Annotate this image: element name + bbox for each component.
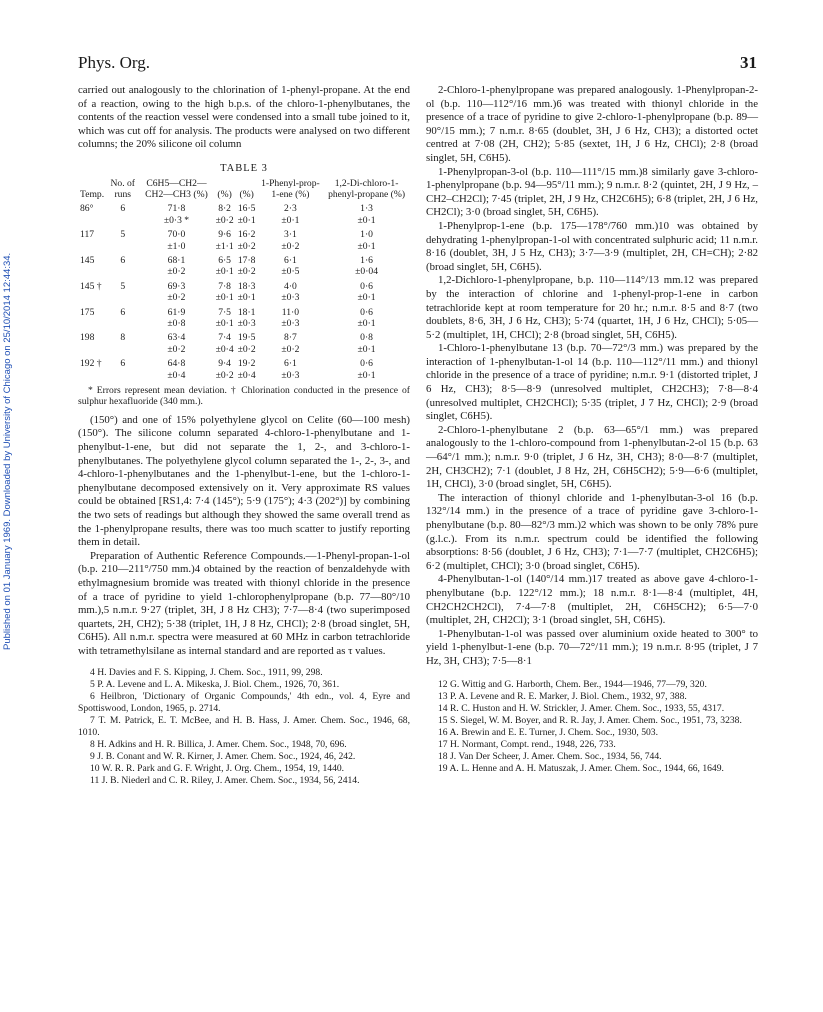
cell-error: ±0·1 bbox=[357, 292, 376, 304]
intro-paragraph: carried out analogously to the chlorination of 1-phenyl-propane. At the end of a reaction, owing to the high b.p.s. of the chloro-1-phenylbutanes, the contents of the reaction vessel were condensed into a small tube joined to it, which was cut off for analysis. The products were analysed on two different columns; the 20% silicone oil column bbox=[78, 84, 410, 151]
reference: 14 R. C. Huston and H. W. Strickler, J. Amer. Chem. Soc., 1933, 55, 4317. bbox=[438, 702, 725, 714]
reference: 7 T. M. Patrick, E. T. McBee, and H. B. Hass, J. Amer. Chem. Soc., 1946, 68, 1010. bbox=[78, 714, 410, 738]
col-header-temp: Temp. bbox=[80, 188, 105, 200]
cell-empty bbox=[106, 292, 139, 303]
cell-value: 9·4 bbox=[218, 358, 231, 370]
reference: 10 W. R. R. Park and G. F. Wright, J. Org. Chem., 1954, 19, 1440. bbox=[90, 762, 345, 774]
table-row-error bbox=[78, 292, 410, 303]
cell-value: 18·1 bbox=[237, 306, 256, 318]
table-header-row bbox=[78, 178, 410, 201]
cell-error: ±0·1 bbox=[215, 318, 234, 330]
cell-error: ±0·2 bbox=[237, 343, 256, 355]
data-table bbox=[78, 178, 410, 382]
cell-error: ±1·1 bbox=[215, 240, 234, 252]
paragraph: 1,2-Dichloro-1-phenylpropane, b.p. 110—114°/13 mm.12 was prepared by the interaction of chlorine and 1-phenyl-prop-1-ene in carbon tetrachloride kept at room temperature for 20 hr.; n.m.r. 8·5 and 8·7 (two doublets, 8·6, 3H, J 6 Hz, CH3); 5·74 (quartet, 1H, J 6 Hz, CHCl); 5·05—5·2 (multiplet, 1H, CHCl); 2·8 (broad singlet, 5H, C6H5). bbox=[426, 274, 758, 341]
cell-value: 7·4 bbox=[218, 332, 231, 344]
cell-value: 64·8 bbox=[167, 358, 186, 370]
cell-empty bbox=[78, 215, 106, 226]
cell-value: 61·9 bbox=[167, 306, 186, 318]
cell-value: 68·1 bbox=[167, 255, 186, 266]
references-left bbox=[78, 667, 410, 787]
cell-error: ±0·1 bbox=[215, 292, 234, 304]
col-header-d: 1-Phenyl-prop-1-ene (%) bbox=[261, 177, 320, 200]
col-header-b: (%) bbox=[217, 188, 232, 200]
table-row bbox=[78, 329, 410, 343]
cell-error: ±0·1 bbox=[357, 318, 376, 330]
right-column bbox=[426, 84, 758, 775]
paragraph: 1-Chloro-1-phenylbutane 13 (b.p. 70—72°/3 mm.) was prepared by the interaction of 1-phenylbutan-1-ol 14 (b.p. 110—112°/11 mm.) and thionyl chloride in the presence of a trace of pyridine; n.m.r. 9·1 (distorted triplet, J 6 Hz, CH3); 8·5—8·9 (unresolved multiplet, CH2CH3); 7·8—8·4 (unresolved multiplet, CH2CHCl); 5·35 (triplet, J 7 Hz, CHCl); 2·9 (broad singlet, C6H5). bbox=[426, 342, 758, 423]
cell-temp: 175 bbox=[80, 306, 95, 318]
reference: 6 Heilbron, 'Dictionary of Organic Compounds,' 4th edn., vol. 4, Eyre and Spottiswood, London, 1965, p. 2714. bbox=[78, 690, 410, 714]
reference: 4 H. Davies and F. S. Kipping, J. Chem. Soc., 1911, 99, 298. bbox=[90, 666, 323, 678]
cell-error: ±0·2 bbox=[167, 343, 186, 355]
cell-temp: 145 bbox=[80, 255, 95, 266]
cell-value: 71·8 bbox=[167, 203, 186, 215]
cell-error: ±0·1 bbox=[357, 369, 376, 381]
paragraph-preparation: Preparation of Authentic Reference Compounds.—1-Phenyl-propan-1-ol (b.p. 210—211°/750 mm.)4 obtained by the reaction of benzaldehyde with ethylmagnesium bromide was treated with thionyl chloride in the presence of a trace of pyridine to yield 1-chlorophenylpropane (b.p. 77—80°/10 mm.),5 n.m.r. 9·27 (triplet, 3H, J 8 Hz CH3); 7·7—8·4 (two superimposed quartets, 2H, CH2); 5·38 (triplet, 1H, J 8 Hz, CHCl); 2·8 (broad singlet, 5H, C6H5). All n.m.r. spectra were measured at 60 MHz in carbon tetrachloride with tetramethylsilane as internal standard and are reported as τ values. bbox=[78, 549, 410, 657]
table-body bbox=[78, 200, 410, 381]
cell-runs: 6 bbox=[120, 306, 126, 318]
col-header-e: 1,2-Di-chloro-1-phenyl-propane (%) bbox=[328, 177, 406, 200]
table-row-error bbox=[78, 215, 410, 226]
reference: 9 J. B. Conant and W. R. Kirner, J. Amer. Chem. Soc., 1924, 46, 242. bbox=[90, 750, 356, 762]
cell-empty bbox=[78, 241, 106, 252]
cell-empty bbox=[78, 266, 106, 277]
cell-value: 0·8 bbox=[360, 332, 373, 344]
cell-error: ±0·3 bbox=[281, 292, 300, 304]
cell-runs: 5 bbox=[120, 280, 126, 292]
reference: 15 S. Siegel, W. M. Boyer, and R. R. Jay, J. Amer. Chem. Soc., 1951, 73, 3238. bbox=[438, 714, 742, 726]
table-row-error bbox=[78, 344, 410, 355]
table-row-error bbox=[78, 370, 410, 381]
cell-value: 17·8 bbox=[237, 255, 256, 266]
col-header-a: C6H5—CH2—CH2—CH3 (%) bbox=[145, 177, 208, 200]
cell-error: ±0·4 bbox=[215, 343, 234, 355]
cell-error: ±0·1 bbox=[237, 292, 256, 304]
paragraph: 1-Phenylpropan-3-ol (b.p. 110—111°/15 mm.)8 similarly gave 3-chloro-1-phenylpropane (b.p. 94—95°/11 mm.); 9 n.m.r. 8·2 (quintet, 2H, J 9 Hz, –CH2–CH2Cl); 7·45 (triplet, 2H, J 9 Hz, CH2C6H5); 6·8 (triplet, 2H, J 6 Hz, CH2Cl); 3·0 (broad singlet, 5H, C6H5). bbox=[426, 165, 758, 219]
cell-error: ±0·2 bbox=[237, 266, 256, 278]
reference: 13 P. A. Levene and R. E. Marker, J. Biol. Chem., 1932, 97, 388. bbox=[438, 690, 687, 702]
cell-error: ±0·3 bbox=[281, 369, 300, 381]
table-row bbox=[78, 304, 410, 318]
cell-value: 1·3 bbox=[360, 203, 373, 215]
left-column bbox=[78, 84, 410, 787]
cell-value: 19·5 bbox=[237, 332, 256, 344]
table-footnote: * Errors represent mean deviation. † Chlorination conducted in the presence of sulphur hexafluoride (340 mm.). bbox=[78, 385, 410, 408]
cell-error: ±0·1 bbox=[237, 214, 256, 226]
cell-value: 16·5 bbox=[237, 203, 256, 215]
cell-error: ±0·2 bbox=[167, 266, 186, 278]
cell-value: 0·6 bbox=[360, 306, 373, 318]
reference: 17 H. Normant, Compt. rend., 1948, 226, 733. bbox=[438, 738, 616, 750]
cell-error: ±0·2 bbox=[167, 292, 186, 304]
cell-error: ±0·2 bbox=[215, 369, 234, 381]
cell-empty bbox=[106, 266, 139, 277]
cell-value: 0·6 bbox=[360, 280, 373, 292]
cell-error: ±0·4 bbox=[167, 369, 186, 381]
cell-value: 8·7 bbox=[284, 332, 297, 344]
paragraph: 2-Chloro-1-phenylpropane was prepared analogously. 1-Phenylpropan-2-ol (b.p. 110—112°/16 mm.)6 was treated with thionyl chloride in the presence of a trace of pyridine to give 2-chloro-1-phenylpropane (b.p. 89—90°/15 mm.); 7 n.m.r. 8·65 (doublet, 3H, J 6 Hz, CH3); a distorted octet centred at 7·08 (2H, CH2); 5·85 (sextet, 1H, J 6 Hz, CHCl); 2·8 (broad singlet, 5H, C6H5). bbox=[426, 84, 758, 164]
reference: 19 A. L. Henne and A. H. Matuszak, J. Amer. Chem. Soc., 1944, 66, 1649. bbox=[438, 762, 724, 774]
cell-value: 16·2 bbox=[237, 229, 256, 241]
paragraph: 2-Chloro-1-phenylbutane 2 (b.p. 63—65°/1 mm.) was prepared analogously to the 1-chloro-compound from 1-phenylbutan-2-ol 15 (b.p. 63—64°/1 mm.); n.m.r. 9·0 (triplet, J 6 Hz, 3H, CH3); 8·0—8·7 (multiplet, 2H, CH3CH2); 7·1 (doublet, J 8 Hz, 2H, C6H5CH2); 5·9—6·6 (multiplet, 1H, CHCl), 3·0 (broad singlet, 5H, C6H5). bbox=[426, 423, 758, 491]
cell-empty bbox=[78, 344, 106, 355]
references-right bbox=[426, 679, 758, 775]
cell-value: 6·1 bbox=[284, 358, 297, 370]
cell-value: 0·6 bbox=[360, 358, 373, 370]
cell-value: 19·2 bbox=[237, 358, 256, 370]
cell-error: ±0·2 bbox=[215, 214, 234, 226]
table-row bbox=[78, 278, 410, 292]
table-caption: TABLE 3 bbox=[220, 162, 268, 174]
cell-temp: 198 bbox=[80, 332, 95, 344]
page-number: 31 bbox=[740, 53, 757, 72]
cell-value: 9·6 bbox=[218, 229, 231, 241]
cell-runs: 5 bbox=[120, 229, 126, 241]
col-header-runs: No. of runs bbox=[110, 177, 135, 200]
reference: 8 H. Adkins and H. R. Billica, J. Amer. Chem. Soc., 1948, 70, 696. bbox=[90, 738, 347, 750]
cell-value: 69·3 bbox=[167, 280, 186, 292]
table-row bbox=[78, 252, 410, 266]
cell-error: ±0·1 bbox=[281, 214, 300, 226]
cell-temp: 192 † bbox=[80, 358, 102, 370]
cell-empty bbox=[106, 318, 139, 329]
paragraph: 4-Phenylbutan-1-ol (140°/14 mm.)17 treated as above gave 4-chloro-1-phenylbutane (b.p. 122°/12 mm.); 18 n.m.r. 8·1—8·4 (multiplet, 4H, CH2CH2CH2Cl), 7·4—7·8 (multiplet, 2H, C6H5CH2); 6·5—7·0 (multiplet, 2H, CH2Cl); 3·1 (broad singlet, 5H, C6H5). bbox=[426, 573, 758, 627]
table-row-error bbox=[78, 241, 410, 252]
cell-value: 2·3 bbox=[284, 203, 297, 215]
cell-error: ±0·1 bbox=[215, 266, 234, 278]
cell-value: 7·5 bbox=[218, 306, 231, 318]
table-row bbox=[78, 226, 410, 240]
cell-error: ±1·0 bbox=[167, 240, 186, 252]
download-notice bbox=[2, 130, 16, 650]
cell-error: ±0·3 * bbox=[163, 214, 190, 226]
cell-empty bbox=[78, 318, 106, 329]
cell-error: ±0·1 bbox=[357, 343, 376, 355]
cell-value: 1·6 bbox=[360, 255, 373, 266]
paragraph: 1-Phenylprop-1-ene (b.p. 175—178°/760 mm.)10 was obtained by dehydrating 1-phenylpropan-1-ol with concentrated sulphuric acid; 11 n.m.r. 8·16 (doublet, 3H, J 5 Hz, CH3); 3·7—3·9 (multiplet, 2H, CH=CH); 2·82 (broad singlet, 5H, C6H5). bbox=[426, 219, 758, 273]
cell-value: 63·4 bbox=[167, 332, 186, 344]
cell-error: ±0·1 bbox=[357, 214, 376, 226]
reference: 12 G. Wittig and G. Harborth, Chem. Ber., 1944—1946, 77—79, 320. bbox=[438, 678, 707, 690]
cell-error: ±0·04 bbox=[355, 266, 378, 278]
cell-runs: 8 bbox=[120, 332, 126, 344]
cell-value: 6·5 bbox=[218, 255, 231, 266]
cell-empty bbox=[106, 344, 139, 355]
reference: 11 J. B. Niederl and C. R. Riley, J. Amer. Chem. Soc., 1934, 56, 2414. bbox=[90, 774, 360, 786]
reference: 16 A. Brewin and E. E. Turner, J. Chem. Soc., 1930, 503. bbox=[438, 726, 658, 738]
cell-error: ±0·4 bbox=[237, 369, 256, 381]
cell-value: 11·0 bbox=[281, 306, 300, 318]
cell-value: 6·1 bbox=[284, 255, 297, 266]
cell-value: 7·8 bbox=[218, 280, 231, 292]
cell-error: ±0·3 bbox=[237, 318, 256, 330]
paragraph: The interaction of thionyl chloride and 1-phenylbutan-3-ol 16 (b.p. 132°/14 mm.) in the presence of a trace of pyridine gave 3-chloro-1-phenylbutane (b.p. 80—82°/3 mm.)2 which was shown to be only 78% pure (g.l.c.). From its n.m.r. spectrum could be identified the following absorptions: 8·56 (doublet, J 6 Hz, CH3); 7·1—7·7 (multiplet, CH2C6H5); 6·2 (multiplet, CHCl); 3·0 (broad singlet, C6H5). bbox=[426, 491, 758, 572]
table-row bbox=[78, 200, 410, 214]
cell-temp: 145 † bbox=[80, 280, 102, 292]
table-row-error bbox=[78, 318, 410, 329]
cell-temp: 117 bbox=[80, 229, 95, 241]
cell-value: 70·0 bbox=[167, 229, 186, 241]
reference: 18 J. Van Der Scheer, J. Amer. Chem. Soc., 1934, 56, 744. bbox=[438, 750, 662, 762]
table-row-error bbox=[78, 266, 410, 277]
cell-error: ±0·2 bbox=[281, 240, 300, 252]
download-notice-text: Published on 01 January 1969. Downloaded by University of Chicago on 25/10/2014 12:44:34. bbox=[2, 252, 13, 650]
cell-error: ±0·2 bbox=[237, 240, 256, 252]
cell-runs: 6 bbox=[120, 203, 126, 215]
cell-runs: 6 bbox=[120, 358, 126, 370]
journal-header: Phys. Org. bbox=[78, 53, 150, 72]
cell-error: ±0·1 bbox=[357, 240, 376, 252]
paragraph-columns: (150°) and one of 15% polyethylene glycol on Celite (60—100 mesh) (150°). The silicone column separated 4-chloro-1-phenylbutane and 1-phenylbut-1-ene, but did not separate the 1, 2-, and 3-chloro-1-phenylbutanes. The polyethylene glycol column separated the 1-, 2-, 3-, and 4-chloro-1-phenylbutanes and the 1-phenylbut-1-ene, but the 1-chloro-1-phenylbutane decomposed extensively on it. Very approximate RS values could be obtained [RS1,4: 7·4 (145°); 5·9 (175°); 4·3 (202°)] by combining the two sets of readings but although they showed the same overall trend as the 1-phenylpropane results, there was too much scatter to justify reporting them in detail. bbox=[78, 413, 410, 549]
cell-value: 18·3 bbox=[237, 280, 256, 292]
cell-empty bbox=[106, 215, 139, 226]
cell-runs: 6 bbox=[120, 255, 126, 266]
cell-value: 8·2 bbox=[218, 203, 231, 215]
cell-empty bbox=[106, 241, 139, 252]
cell-value: 1·0 bbox=[360, 229, 373, 241]
table-row bbox=[78, 355, 410, 369]
cell-error: ±0·5 bbox=[281, 266, 300, 278]
reference: 5 P. A. Levene and L. A. Mikeska, J. Biol. Chem., 1926, 70, 361. bbox=[90, 678, 340, 690]
cell-empty bbox=[106, 370, 139, 381]
cell-error: ±0·8 bbox=[167, 318, 186, 330]
cell-empty bbox=[78, 292, 106, 303]
cell-value: 4·0 bbox=[284, 280, 297, 292]
cell-empty bbox=[78, 370, 106, 381]
cell-error: ±0·3 bbox=[281, 318, 300, 330]
cell-value: 3·1 bbox=[284, 229, 297, 241]
cell-temp: 86° bbox=[80, 203, 94, 215]
paragraph: 1-Phenylbutan-1-ol was passed over aluminium oxide heated to 300° to yield 1-phenylbut-1-ene (b.p. 70—72°/11 mm.); 19 n.m.r. 8·95 (triplet, J 7 Hz, 3H, CH3); 7·5—8·1 bbox=[426, 627, 758, 667]
table-3 bbox=[78, 162, 410, 408]
cell-error: ±0·2 bbox=[281, 343, 300, 355]
col-header-c: (%) bbox=[239, 188, 254, 200]
